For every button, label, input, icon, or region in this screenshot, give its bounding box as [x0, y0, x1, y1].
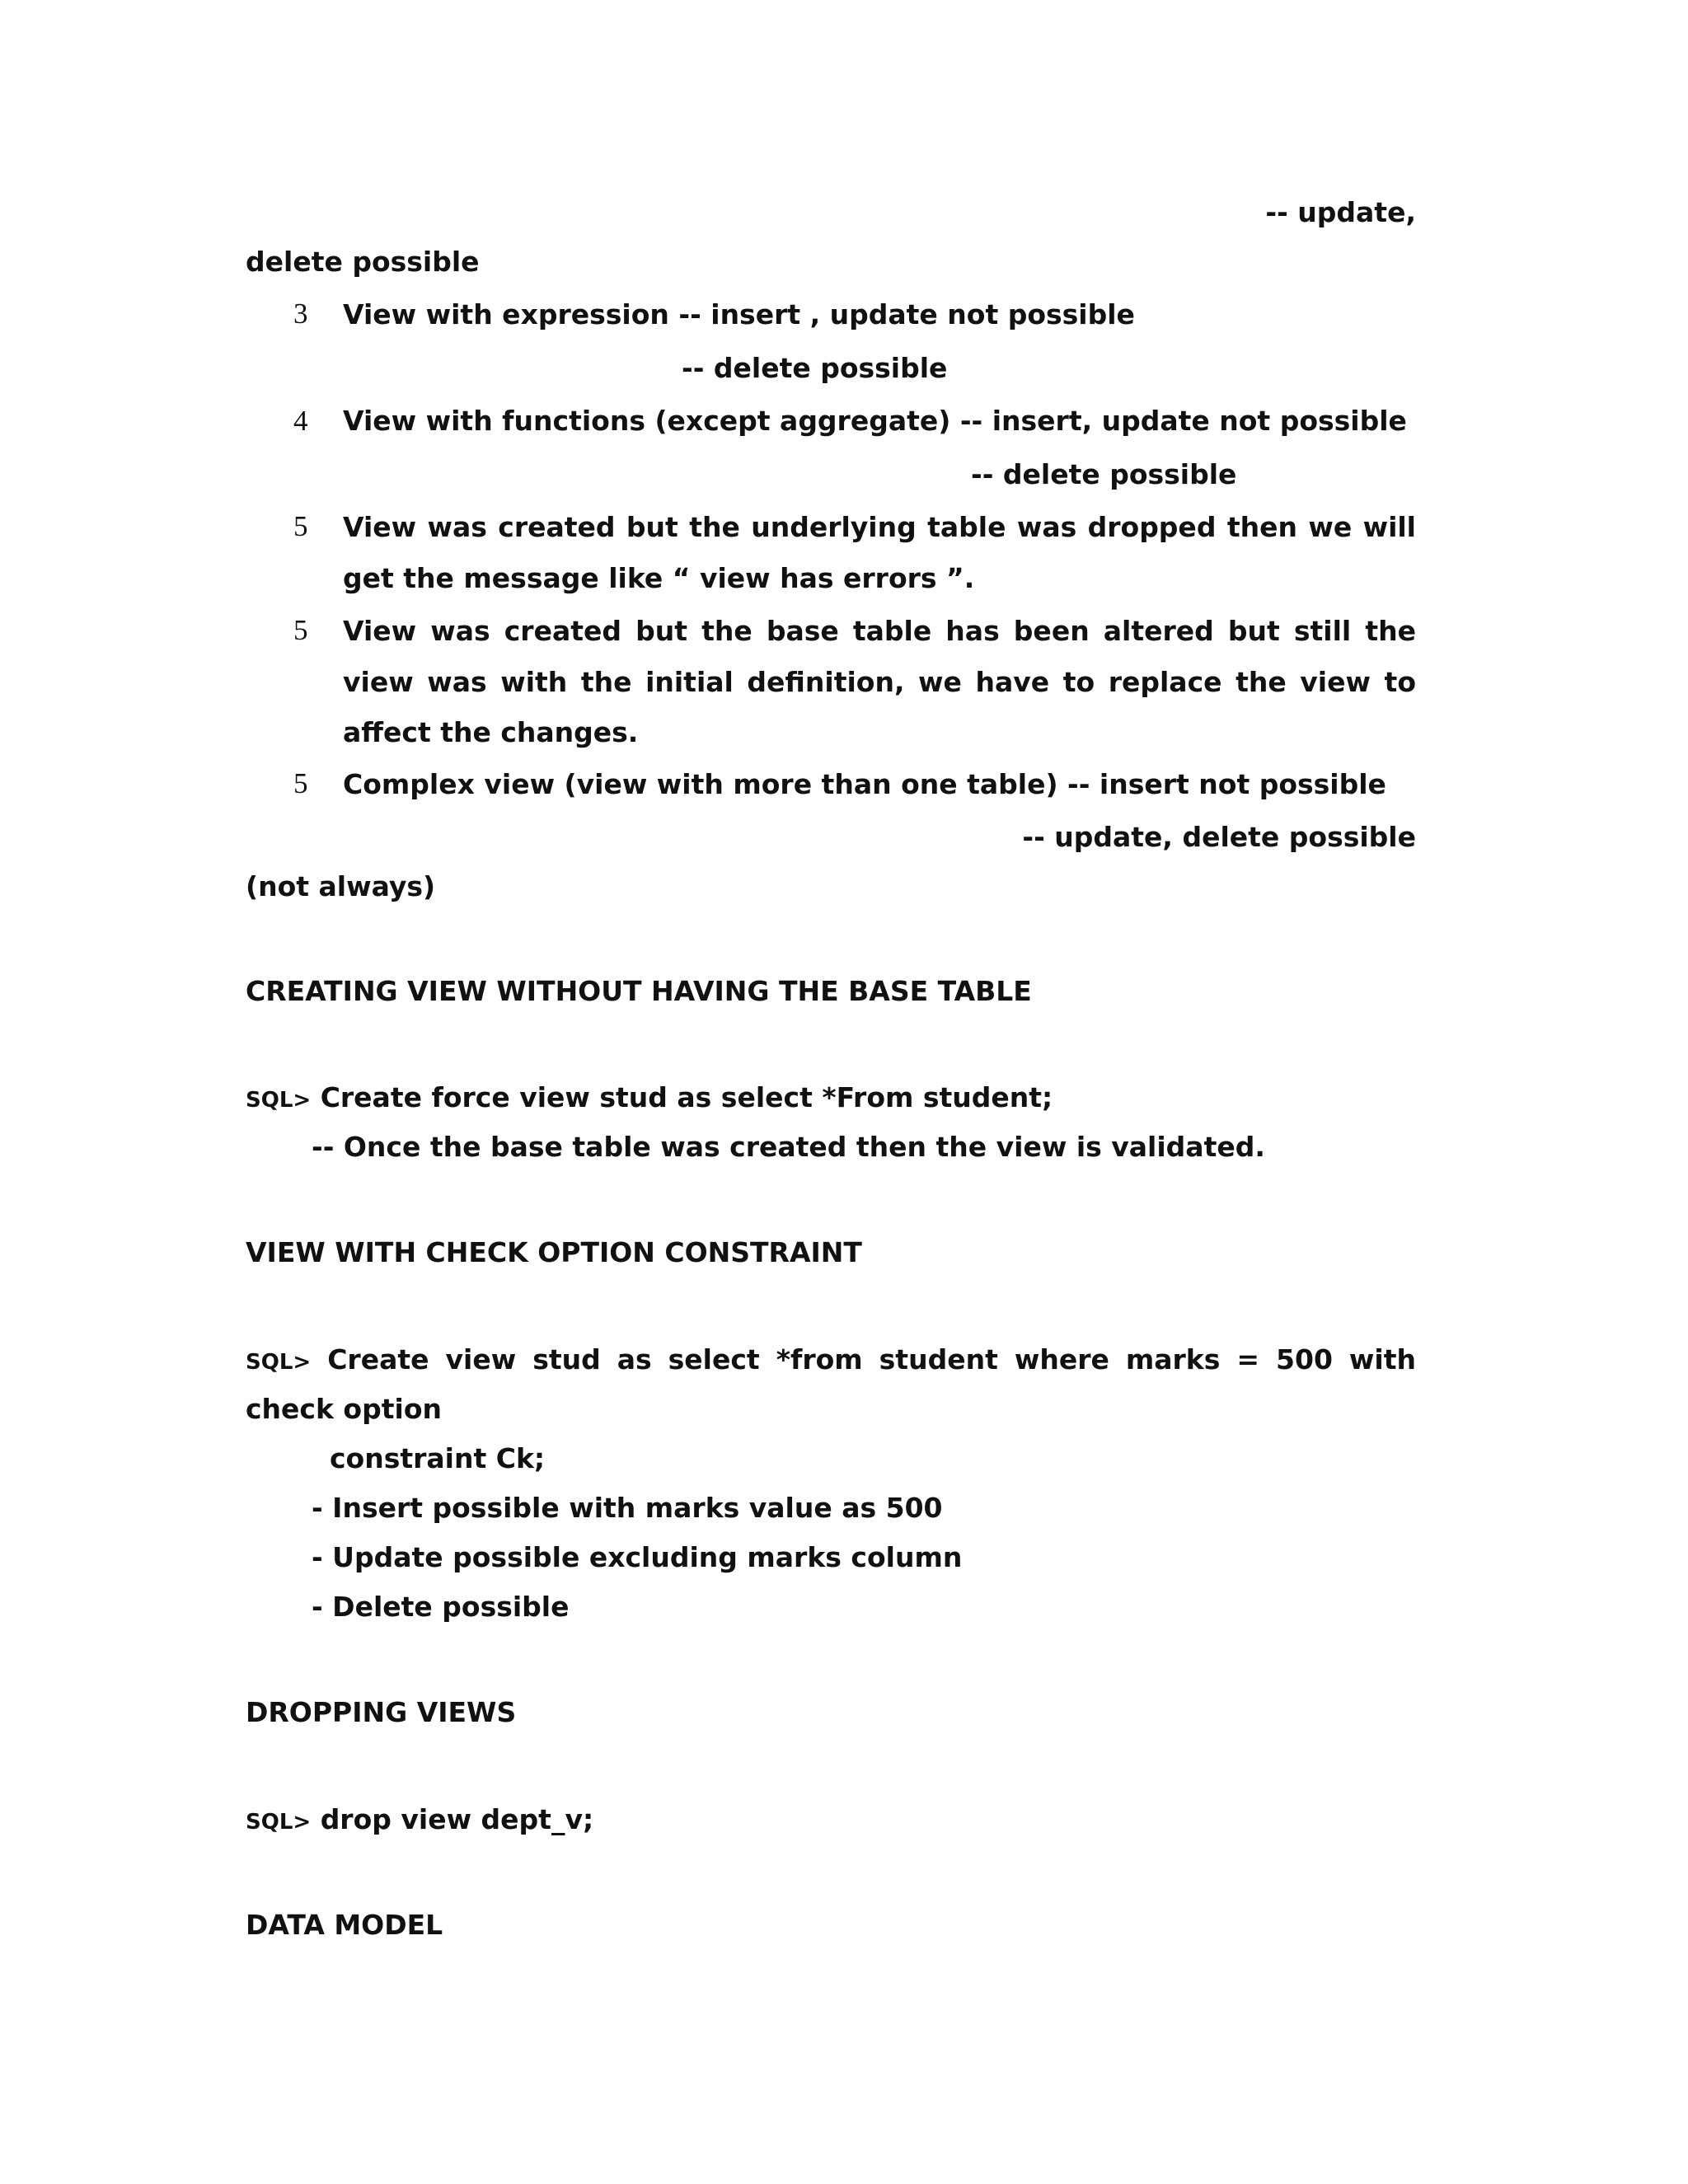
list-item-text-line2: get the message like “ view has errors ”.: [343, 562, 975, 594]
section-heading: VIEW WITH CHECK OPTION CONSTRAINT: [246, 1236, 862, 1268]
list-number: 5: [293, 510, 308, 542]
section-heading: DATA MODEL: [246, 1909, 443, 1941]
sql-prompt: SQL>: [246, 1350, 312, 1375]
sql-command: Create force view stud as select *From student;: [320, 1081, 1053, 1113]
list-item-text: Complex view (view with more than one table) -- insert not possible: [343, 768, 1386, 800]
list-item-continuation: -- delete possible: [971, 458, 1237, 490]
sql-prompt: SQL>: [246, 1810, 312, 1835]
sql-command-line: [246, 1803, 593, 1839]
list-number: 4: [293, 405, 308, 437]
sql-command: drop view dept_v;: [320, 1803, 594, 1835]
sql-command: Create view stud as select *from student where marks = 500 with: [327, 1343, 1416, 1376]
list-number: 5: [293, 767, 308, 799]
section-heading: DROPPING VIEWS: [246, 1696, 517, 1728]
list-item-text: View was created but the underlying table was dropped then we will: [343, 511, 1416, 543]
bullet-item: - Insert possible with marks value as 500: [312, 1492, 943, 1524]
list-item-text: View with expression -- insert , update not possible: [343, 298, 1135, 330]
sql-note: -- Once the base table was created then the view is validated.: [312, 1131, 1265, 1163]
sql-command-line: [246, 1343, 1416, 1379]
sql-prompt: SQL>: [246, 1088, 312, 1113]
list-item-text-line2: view was with the initial definition, we have to replace the view to: [343, 666, 1416, 698]
list-item-text-line3: affect the changes.: [343, 716, 639, 748]
continuation-update: -- update,: [1265, 196, 1416, 228]
sql-command-line: [246, 1081, 1053, 1117]
bullet-item: - Update possible excluding marks column: [312, 1541, 963, 1573]
sql-command-continuation: check option: [246, 1393, 442, 1425]
list-number: 5: [293, 614, 308, 646]
continuation-not-always: (not always): [246, 870, 436, 902]
bullet-item: - Delete possible: [312, 1591, 570, 1623]
list-item-continuation: -- update, delete possible: [1022, 821, 1416, 853]
list-item-continuation: -- delete possible: [682, 352, 948, 384]
continuation-delete: delete possible: [246, 246, 480, 278]
section-heading: CREATING VIEW WITHOUT HAVING THE BASE TABLE: [246, 975, 1032, 1007]
list-item-text: View was created but the base table has been altered but still the: [343, 615, 1416, 647]
sql-command-continuation: constraint Ck;: [330, 1442, 546, 1474]
list-item-text: View with functions (except aggregate) -- insert, update not possible: [343, 405, 1407, 437]
list-number: 3: [293, 298, 308, 330]
